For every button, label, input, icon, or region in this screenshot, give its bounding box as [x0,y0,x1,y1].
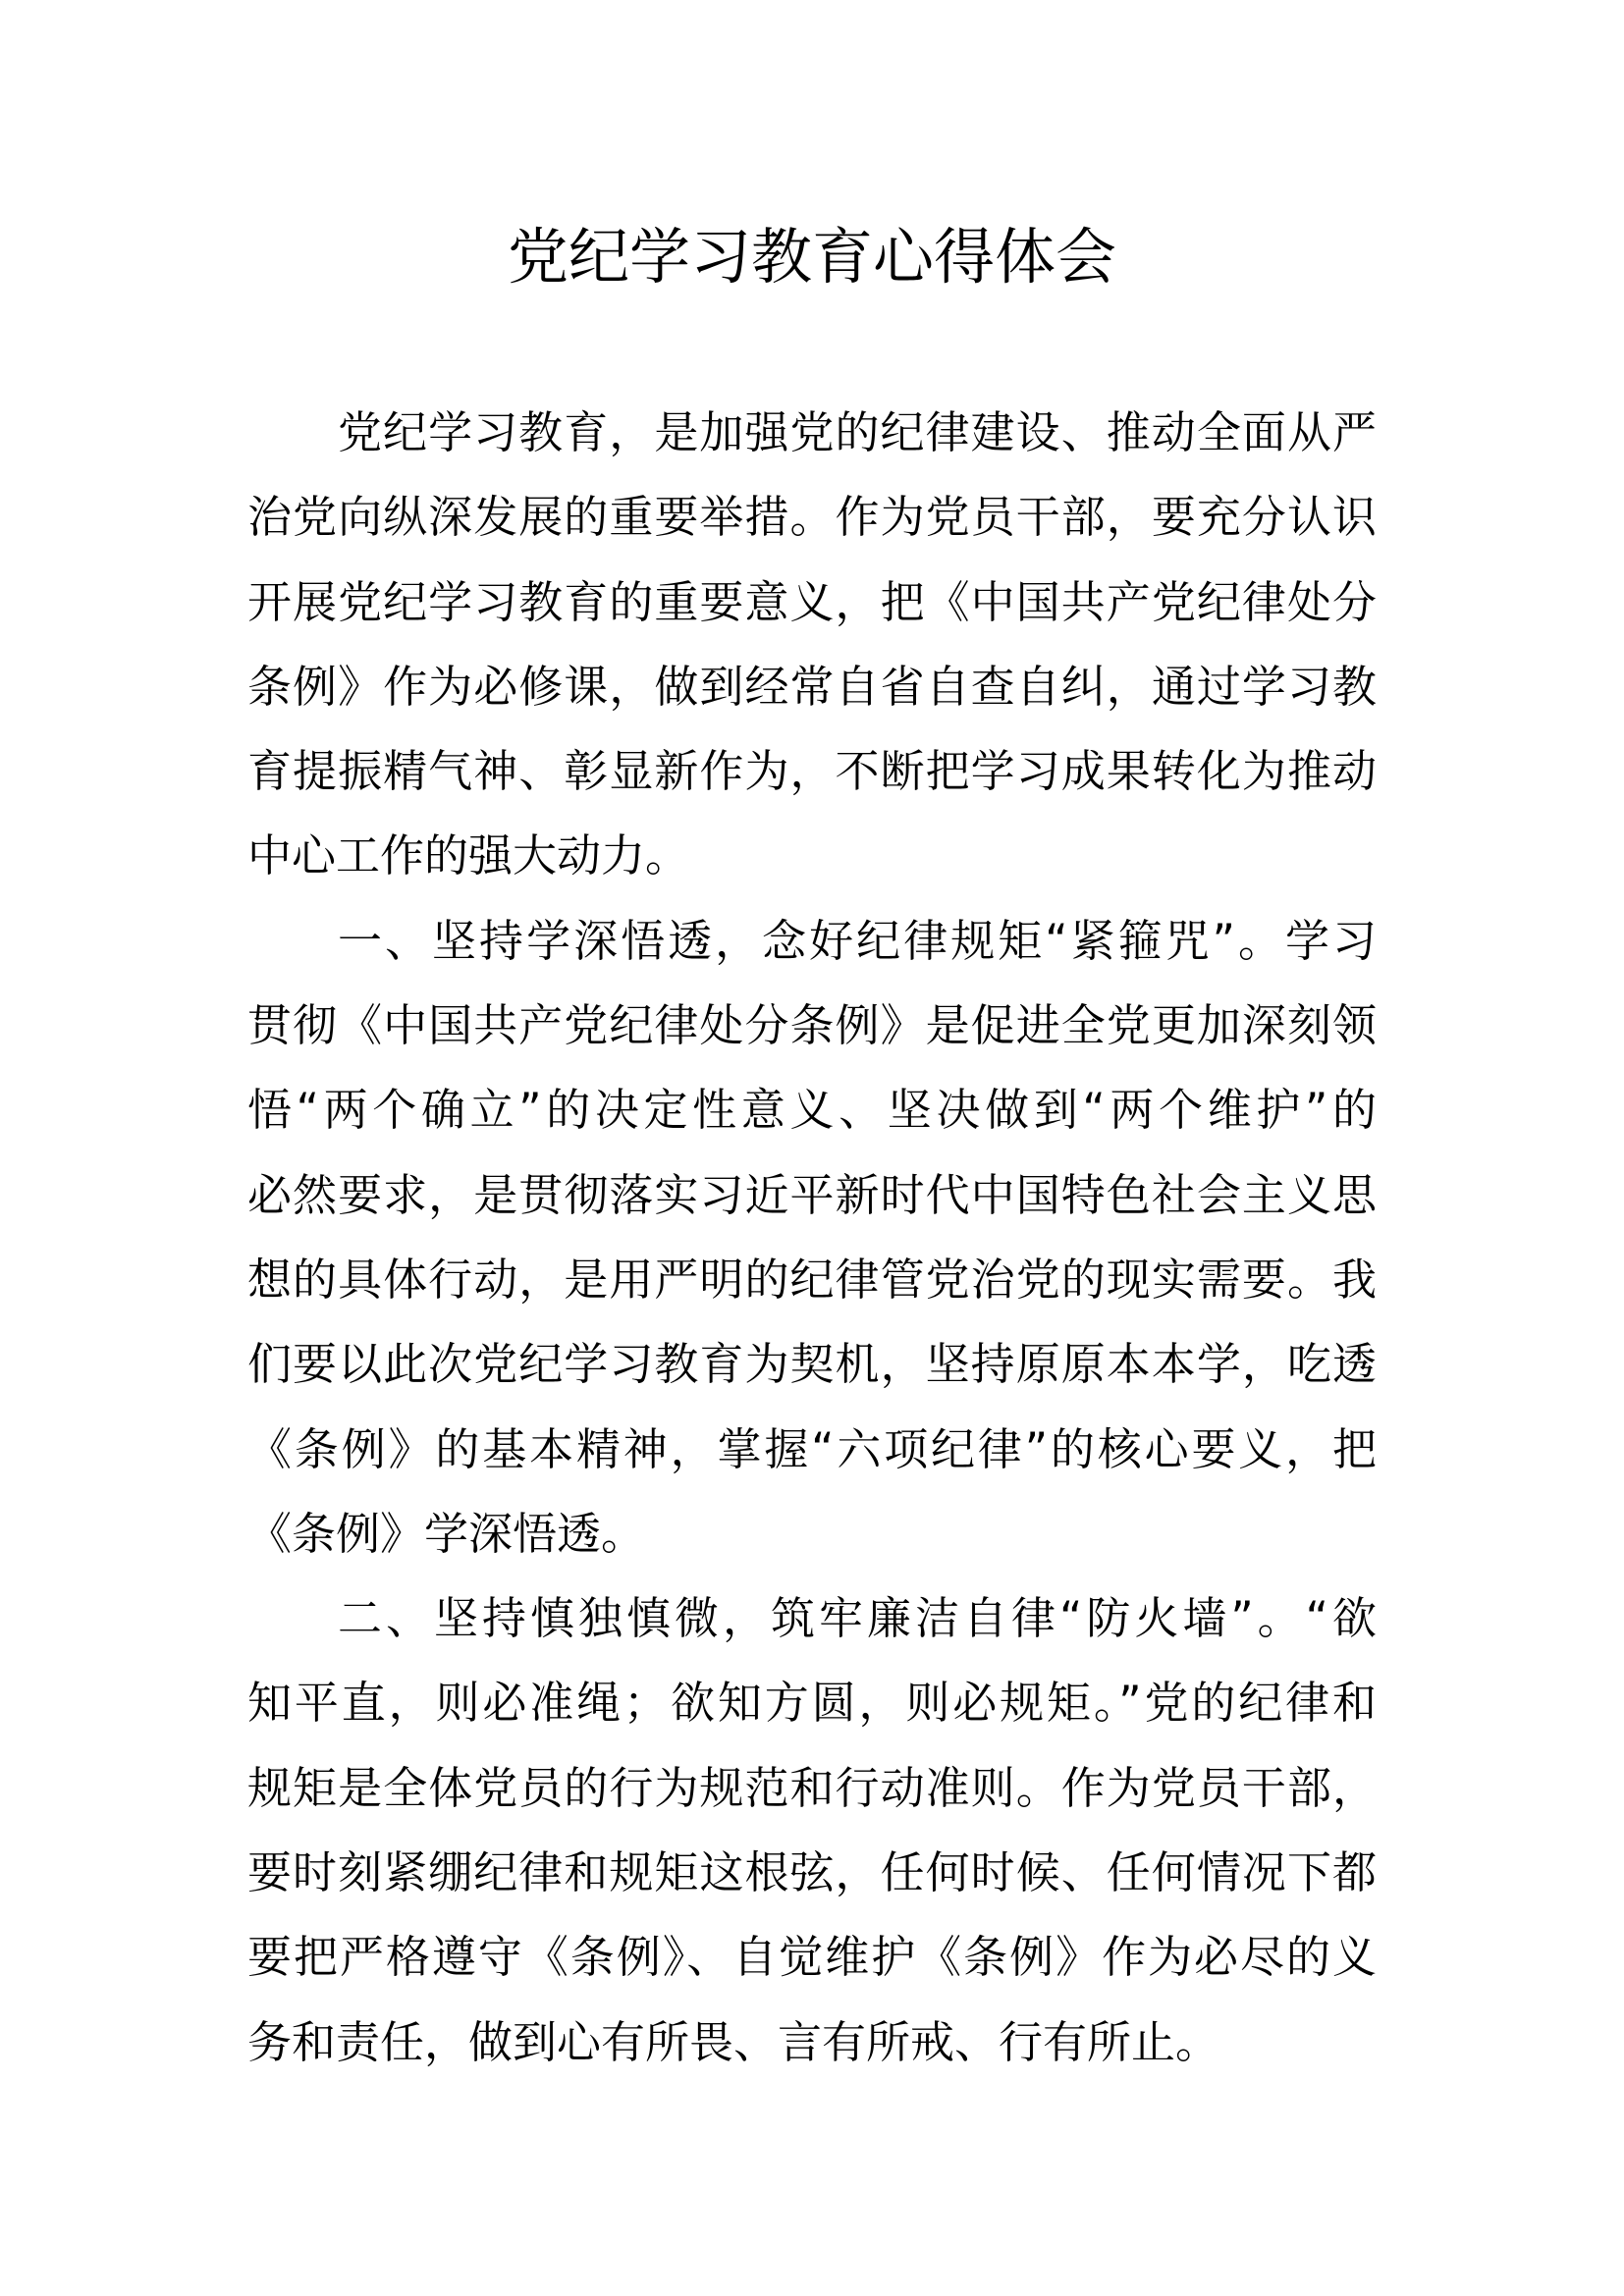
text-line: 想的具体行动，是用严明的纪律管党治党的现实需要。我 [247,1253,1377,1306]
text-line: 们要以此次党纪学习教育为契机，坚持原原本本学，吃透 [247,1338,1377,1391]
text-line: 必然要求，是贯彻落实习近平新时代中国特色社会主义思 [247,1168,1377,1221]
section-heading-line: 一、坚持学深悟透，念好纪律规矩“紧箍咒”。学习 [338,914,1377,967]
text-line: 条例》作为必修课，做到经常自省自查自纠，通过学习教 [247,660,1377,713]
text-line: 要把严格遵守《条例》、自觉维护《条例》作为必尽的义 [247,1931,1377,1984]
paragraph-3 [247,1576,1377,2085]
text-line: 要时刻紧绷纪律和规矩这根弦，任何时候、任何情况下都 [247,1846,1377,1899]
text-line: 务和责任，做到心有所畏、言有所戒、行有所止。 [247,2015,1220,2068]
text-line: 育提振精气神、彰显新作为，不断把学习成果转化为推动 [247,745,1377,798]
text-line: 《条例》的基本精神，掌握“六项纪律”的核心要义，把 [247,1422,1377,1475]
text-line: 中心工作的强大动力。 [247,829,690,882]
section-heading-line: 二、坚持慎独慎微，筑牢廉洁自律“防火墙”。“欲 [338,1592,1377,1645]
text-line: 党纪学习教育，是加强党的纪律建设、推动全面从严 [338,406,1377,458]
paragraph-1 [247,391,1377,899]
text-line: 开展党纪学习教育的重要意义，把《中国共产党纪律处分 [247,575,1377,628]
text-line: 知平直，则必准绳；欲知方圆，则必规矩。”党的纪律和 [247,1677,1377,1730]
paragraph-2 [247,899,1377,1576]
text-line: 贯彻《中国共产党纪律处分条例》是促进全党更加深刻领 [247,999,1377,1052]
document-title: 党纪学习教育心得体会 [507,221,1116,293]
document-body [247,391,1377,2085]
text-line: 悟“两个确立”的决定性意义、坚决做到“两个维护”的 [247,1084,1377,1137]
text-line: 治党向纵深发展的重要举措。作为党员干部，要充分认识 [247,491,1377,544]
text-line: 《条例》学深悟透。 [247,1507,646,1560]
text-line: 规矩是全体党员的行为规范和行动准则。作为党员干部， [247,1761,1377,1814]
